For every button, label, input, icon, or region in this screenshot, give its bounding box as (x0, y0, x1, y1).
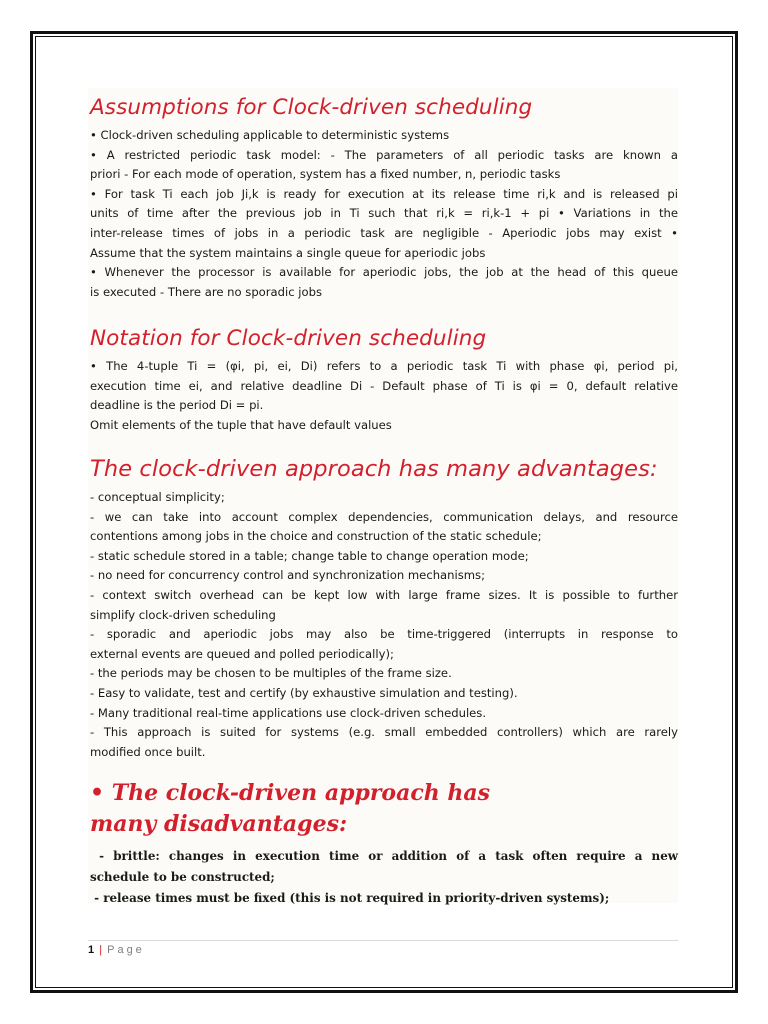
text-line: deadline is the period Di = pi. (90, 398, 264, 413)
text-line: inter-release times of jobs in a periodic task are negligible - Aperiodic jobs may exist • (90, 225, 678, 240)
section-disadvantages (90, 778, 678, 909)
text-line: is executed - There are no sporadic jobs (90, 284, 322, 299)
section-text (90, 126, 678, 302)
text-line: - This approach is suited for systems (e.g. small embedded controllers) which are rarely (90, 725, 678, 740)
text-line: execution time ei, and relative deadline Di - Default phase of Ti is φi = 0, default relative (90, 378, 678, 393)
text-line: modified once built. (90, 744, 206, 759)
text-line: - we can take into account complex dependencies, communication delays, and resource (90, 509, 678, 524)
text-line: priori - For each mode of operation, system has a fixed number, n, periodic tasks (90, 167, 561, 182)
text-line: - sporadic and aperiodic jobs may also be time-triggered (interrupts in response to (90, 627, 678, 642)
section-heading: Assumptions for Clock-driven scheduling (90, 95, 533, 120)
page-footer (88, 944, 145, 956)
text-line: • A restricted periodic task model: - The parameters of all periodic tasks are known a (90, 147, 678, 162)
text-line: - conceptual simplicity; (90, 490, 225, 504)
page-label: Page (107, 944, 145, 956)
text-line: - context switch overhead can be kept low with large frame sizes. It is possible to further (90, 587, 678, 602)
text-line: • Whenever the processor is available for aperiodic jobs, the job at the head of this queue (90, 265, 678, 280)
section-heading: • The clock-driven approach has many disadvantages: (90, 780, 491, 837)
section-assumptions (90, 93, 678, 302)
text-line: - Many traditional real-time applications use clock-driven schedules. (90, 705, 487, 720)
section-text (90, 846, 678, 909)
text-line: Omit elements of the tuple that have default values (90, 417, 392, 432)
footer-separator: | (99, 944, 103, 956)
footer-divider (88, 940, 678, 941)
section-heading: The clock-driven approach has many advantages: (90, 456, 658, 482)
text-line: schedule to be constructed; (90, 870, 275, 884)
text-line: • The 4-tuple Ti = (φi, pi, ei, Di) refers to a periodic task Ti with phase φi, period pi, (90, 359, 678, 373)
text-line: - Easy to validate, test and certify (by exhaustive simulation and testing). (90, 685, 518, 700)
text-line: - brittle: changes in execution time or addition of a task often require a new (90, 849, 678, 863)
text-line: units of time after the previous job in Ti such that ri,k = ri,k-1 + pi • Variations in the (90, 206, 678, 221)
section-text (90, 357, 678, 435)
section-notation (90, 324, 678, 435)
text-line: simplify clock-driven scheduling (90, 607, 276, 622)
text-line: - release times must be fixed (this is not required in priority-driven systems); (90, 891, 610, 905)
text-line: - static schedule stored in a table; change table to change operation mode; (90, 548, 529, 563)
document-body (88, 88, 678, 903)
text-line: - no need for concurrency control and synchronization mechanisms; (90, 568, 485, 583)
text-line: contentions among jobs in the choice and construction of the static schedule; (90, 529, 542, 544)
section-advantages (90, 454, 678, 762)
text-line: • For task Ti each job Ji,k is ready for execution at its release time ri,k and is released pi (90, 186, 678, 201)
text-line: Assume that the system maintains a single queue for aperiodic jobs (90, 245, 486, 260)
text-line: - the periods may be chosen to be multiples of the frame size. (90, 666, 452, 681)
text-line: external events are queued and polled periodically); (90, 646, 394, 661)
section-heading: Notation for Clock-driven scheduling (90, 326, 487, 351)
section-text (90, 488, 678, 762)
page-number: 1 (88, 944, 95, 956)
text-line: • Clock-driven scheduling applicable to deterministic systems (90, 128, 450, 142)
